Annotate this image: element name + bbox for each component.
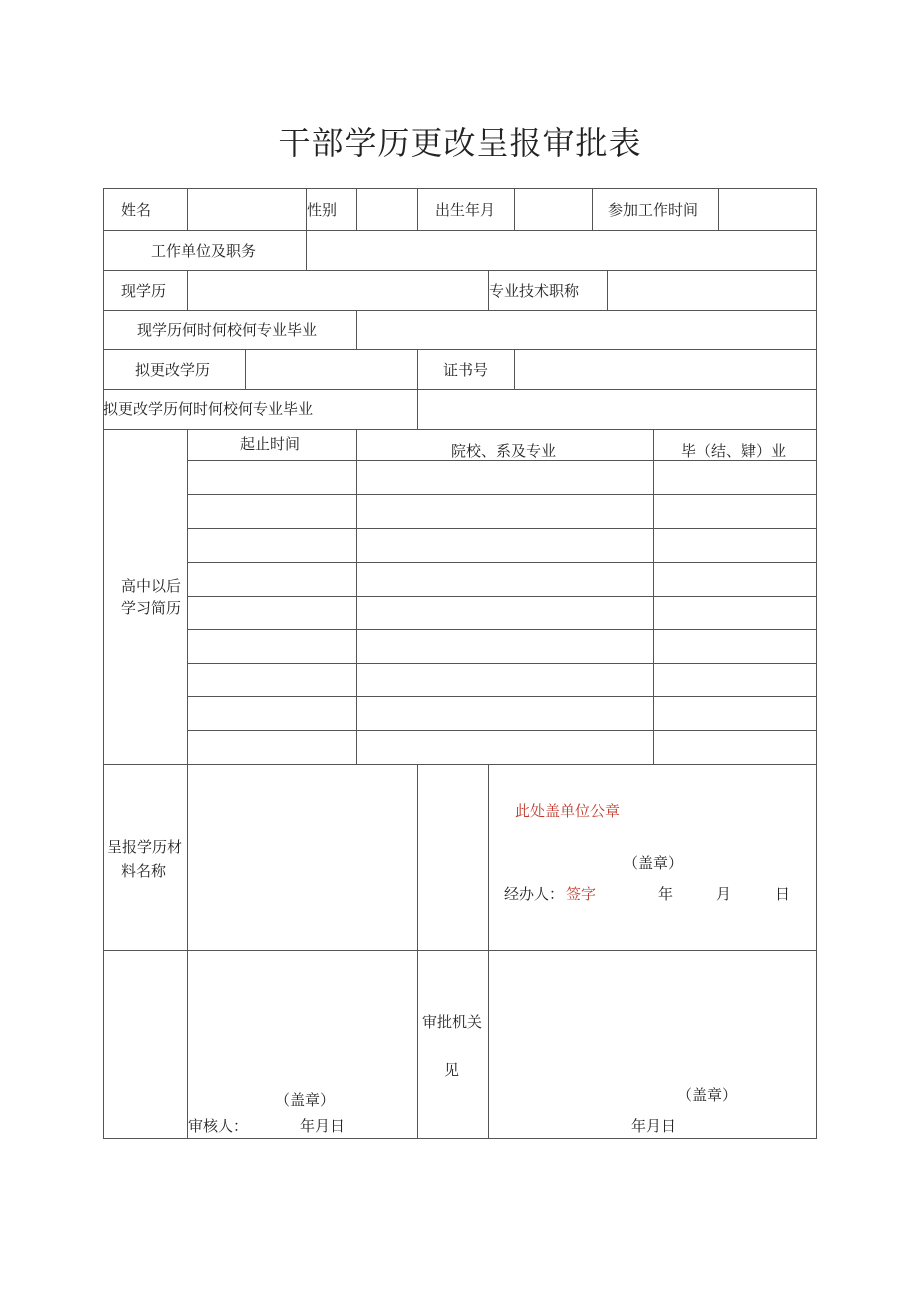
history-header-graduation: 毕（结、肄）业: [681, 442, 787, 460]
history-row-divider: [187, 730, 817, 731]
handler-signature[interactable]: 签字: [566, 885, 597, 903]
handler-label: 经办人：: [504, 885, 565, 903]
col-divider: [187, 188, 188, 230]
col-divider: [718, 188, 719, 230]
col-divider: [514, 349, 515, 389]
col-divider: [187, 764, 188, 1138]
col-divider: [356, 429, 357, 764]
row-divider: [103, 950, 817, 951]
materials-label-line2: 料名称: [121, 862, 167, 880]
history-row-divider: [187, 663, 817, 664]
name-label: 姓名: [121, 201, 152, 219]
col-divider: [417, 188, 418, 230]
row-divider: [103, 310, 817, 311]
reviewer-label: 审核人：: [188, 1117, 249, 1135]
submit-day: 日: [775, 885, 791, 903]
submit-seal: （盖章）: [623, 854, 684, 872]
approval-form: [103, 188, 817, 1139]
proposed-edu-field[interactable]: [247, 351, 416, 388]
current-edu-label: 现学历: [121, 282, 167, 300]
history-row-divider: [187, 528, 817, 529]
row-divider: [103, 349, 817, 350]
col-divider: [488, 764, 489, 1138]
col-divider: [356, 310, 357, 349]
work-start-field[interactable]: [720, 190, 815, 228]
col-divider: [592, 188, 593, 230]
form-title: 干部学历更改呈报审批表: [278, 124, 642, 162]
birth-label: 出生年月: [435, 201, 496, 219]
materials-field[interactable]: [189, 766, 416, 949]
approval-opinion-field[interactable]: [490, 952, 815, 1072]
history-label-line1: 高中以后: [121, 577, 182, 595]
col-divider: [245, 349, 246, 389]
col-divider: [607, 270, 608, 310]
border-bottom: [103, 1138, 817, 1139]
submit-month: 月: [716, 885, 732, 903]
unit-position-field[interactable]: [308, 232, 815, 269]
current-edu-grad-label: 现学历何时何校何专业毕业: [137, 321, 318, 339]
submit-year: 年: [658, 885, 674, 903]
row-divider: [103, 429, 817, 430]
proposed-edu-grad-label: 拟更改学历何时何校何专业毕业: [103, 400, 314, 418]
proposed-edu-label: 拟更改学历: [135, 361, 211, 379]
history-header-school: 院校、系及专业: [451, 442, 557, 460]
history-row-divider: [187, 696, 817, 697]
col-divider: [417, 764, 418, 1138]
seal-note: 此处盖单位公章: [515, 802, 621, 820]
border-top: [103, 188, 817, 189]
review-date: 年月日: [300, 1117, 346, 1135]
col-divider: [653, 429, 654, 764]
unit-position-label: 工作单位及职务: [151, 242, 257, 260]
work-start-label: 参加工作时间: [608, 201, 699, 219]
col-divider: [187, 270, 188, 310]
row-divider: [103, 230, 817, 231]
history-row-divider: [187, 629, 817, 630]
current-edu-grad-field[interactable]: [358, 312, 815, 348]
history-row-divider: [187, 596, 817, 597]
col-divider: [514, 188, 515, 230]
tech-title-label: 专业技术职称: [489, 282, 580, 300]
col-divider: [356, 188, 357, 230]
approval-label-line2: 见: [444, 1061, 460, 1079]
proposed-edu-grad-field[interactable]: [419, 391, 815, 428]
history-header-period: 起止时间: [240, 435, 301, 453]
name-field[interactable]: [189, 190, 305, 228]
col-divider: [417, 349, 418, 389]
review-seal: （盖章）: [275, 1091, 336, 1109]
history-row-divider: [187, 494, 817, 495]
col-divider: [417, 389, 418, 429]
approval-seal: （盖章）: [677, 1086, 738, 1104]
border-left: [103, 188, 104, 1139]
row-divider: [103, 270, 817, 271]
row-divider: [103, 764, 817, 765]
gender-label: 性别: [307, 201, 338, 219]
col-divider: [187, 429, 188, 764]
history-label-line2: 学习简历: [121, 599, 182, 617]
current-edu-field[interactable]: [189, 272, 487, 309]
materials-label-line1: 呈报学历材: [107, 838, 183, 856]
approval-label-line1: 审批机关: [422, 1013, 483, 1031]
cert-no-field[interactable]: [516, 351, 815, 388]
cert-no-label: 证书号: [443, 361, 489, 379]
col-divider: [306, 230, 307, 270]
history-row-divider: [187, 562, 817, 563]
approval-date: 年月日: [631, 1117, 677, 1135]
birth-field[interactable]: [516, 190, 591, 228]
gender-field[interactable]: [358, 190, 416, 228]
row-divider: [103, 389, 817, 390]
tech-title-field[interactable]: [609, 272, 815, 309]
